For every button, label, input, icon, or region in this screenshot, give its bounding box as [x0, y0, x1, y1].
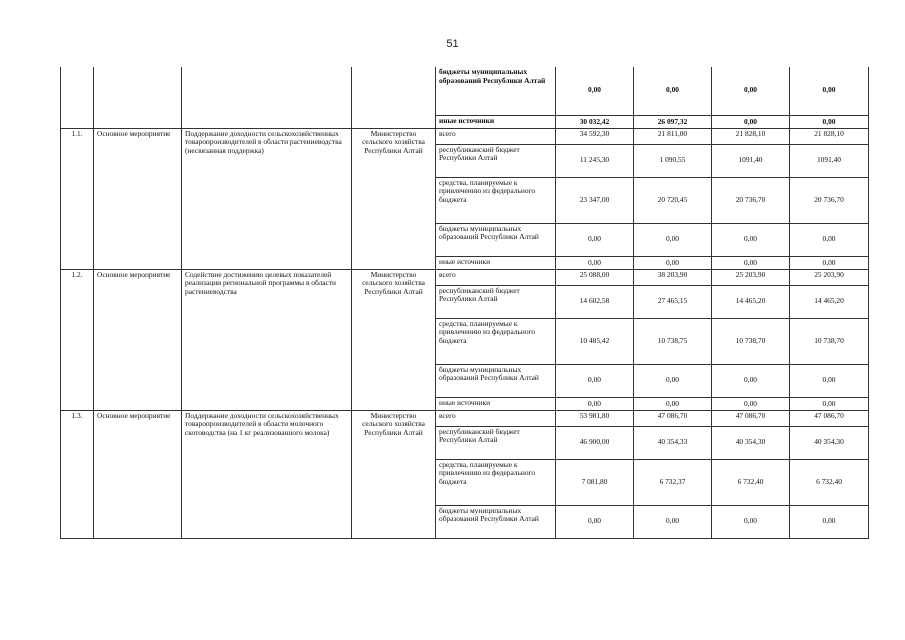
- cell-source: средства, планируемые к привлечению из федерального бюджета: [436, 318, 556, 364]
- cell-value: 53 981,80: [556, 410, 634, 426]
- cell-value: 21 828,10: [790, 128, 869, 144]
- cell-value: 10 485,42: [556, 318, 634, 364]
- measure-type: Основное мероприятие: [94, 269, 182, 410]
- cell-value: 0,00: [790, 67, 869, 115]
- cell-value: 0,00: [556, 256, 634, 269]
- cell-value: 34 592,30: [556, 128, 634, 144]
- cell-value: 47 086,70: [634, 410, 712, 426]
- cell-source: средства, планируемые к привлечению из федерального бюджета: [436, 177, 556, 223]
- cell-value: 0,00: [556, 364, 634, 397]
- cell-source: иные источники: [436, 256, 556, 269]
- cell-num: [61, 67, 94, 128]
- cell-source: иные источники: [436, 115, 556, 128]
- cell-value: 25 203,90: [790, 269, 869, 285]
- cell-value: 6 732,37: [634, 459, 712, 505]
- table-row: [61, 269, 869, 285]
- cell-value: 0,00: [790, 115, 869, 128]
- cell-value: 14 465,20: [790, 285, 869, 318]
- cell-source: республиканский бюджет Республики Алтай: [436, 285, 556, 318]
- measure-number: 1.3.: [61, 410, 94, 538]
- measure-type: Основное мероприятие: [94, 410, 182, 538]
- cell-value: 25 203,90: [712, 269, 790, 285]
- cell-value: 40 354,30: [790, 426, 869, 459]
- cell-value: 0,00: [556, 223, 634, 256]
- cell-value: 0,00: [712, 505, 790, 538]
- cell-value: 0,00: [634, 256, 712, 269]
- cell-value: 0,00: [712, 397, 790, 410]
- cell-source: всего: [436, 128, 556, 144]
- cell-value: 38 203,90: [634, 269, 712, 285]
- measure-executor: Министерство сельского хозяйства Республики Алтай: [352, 128, 436, 269]
- cell-value: 0,00: [634, 397, 712, 410]
- cell-value: 0,00: [790, 505, 869, 538]
- table-row: [61, 410, 869, 426]
- table-row: [61, 128, 869, 144]
- cell-value: 0,00: [790, 223, 869, 256]
- cell-value: 0,00: [634, 223, 712, 256]
- cell-source: республиканский бюджет Республики Алтай: [436, 426, 556, 459]
- cell-value: 21 811,00: [634, 128, 712, 144]
- page-number: 51: [446, 38, 459, 50]
- cell-source: средства, планируемые к привлечению из федерального бюджета: [436, 459, 556, 505]
- cell-value: 20 720,45: [634, 177, 712, 223]
- cell-source: бюджеты муниципальных образований Республики Алтай: [436, 223, 556, 256]
- cell-value: 0,00: [556, 397, 634, 410]
- cell-value: 1 090,55: [634, 144, 712, 177]
- cell-value: 0,00: [556, 505, 634, 538]
- cell-value: 0,00: [790, 397, 869, 410]
- cell-value: 0,00: [556, 67, 634, 115]
- cell-value: 0,00: [634, 505, 712, 538]
- cell-name: [182, 67, 352, 128]
- cell-value: 23 347,00: [556, 177, 634, 223]
- cell-value: 20 736,70: [790, 177, 869, 223]
- financing-table: [60, 67, 869, 539]
- cell-value: 0,00: [712, 364, 790, 397]
- cell-value: 14 465,20: [712, 285, 790, 318]
- cell-value: 0,00: [790, 364, 869, 397]
- cell-value: 40 354,30: [712, 426, 790, 459]
- cell-value: 26 097,32: [634, 115, 712, 128]
- cell-executor: [352, 67, 436, 128]
- cell-value: 0,00: [712, 115, 790, 128]
- cell-value: 20 736,70: [712, 177, 790, 223]
- cell-value: 6 732,40: [712, 459, 790, 505]
- measure-number: 1.1.: [61, 128, 94, 269]
- cell-value: 1091,40: [712, 144, 790, 177]
- cell-source: всего: [436, 410, 556, 426]
- cell-value: 1091,40: [790, 144, 869, 177]
- cell-source: всего: [436, 269, 556, 285]
- cell-value: 25 088,00: [556, 269, 634, 285]
- cell-value: 21 828,10: [712, 128, 790, 144]
- cell-value: 10 738,75: [634, 318, 712, 364]
- cell-value: 0,00: [712, 223, 790, 256]
- cell-value: 27 465,15: [634, 285, 712, 318]
- cell-value: 0,00: [634, 364, 712, 397]
- cell-value: 47 086,70: [790, 410, 869, 426]
- measure-name: Поддержание доходности сельскохозяйственных товаропроизводителей в области молочного скотоводства (на 1 кг реализованного молока): [182, 410, 352, 538]
- cell-source: бюджеты муниципальных образований Республики Алтай: [436, 67, 556, 115]
- cell-value: 10 738,70: [790, 318, 869, 364]
- measure-executor: Министерство сельского хозяйства Республики Алтай: [352, 269, 436, 410]
- cell-value: 7 081,80: [556, 459, 634, 505]
- cell-value: 0,00: [790, 256, 869, 269]
- cell-value: 11 245,30: [556, 144, 634, 177]
- cell-source: иные источники: [436, 397, 556, 410]
- cell-value: 46 900,00: [556, 426, 634, 459]
- cell-type: [94, 67, 182, 128]
- measure-name: Содействие достижению целевых показателей реализации региональной программы в области растениеводства: [182, 269, 352, 410]
- cell-source: республиканский бюджет Республики Алтай: [436, 144, 556, 177]
- cell-source: бюджеты муниципальных образований Республики Алтай: [436, 364, 556, 397]
- measure-type: Основное мероприятие: [94, 128, 182, 269]
- cell-value: 14 602,58: [556, 285, 634, 318]
- measure-number: 1.2.: [61, 269, 94, 410]
- cell-value: 40 354,33: [634, 426, 712, 459]
- cell-value: 47 086,70: [712, 410, 790, 426]
- cell-source: бюджеты муниципальных образований Республики Алтай: [436, 505, 556, 538]
- cell-value: 10 738,70: [712, 318, 790, 364]
- table-row: [61, 67, 869, 115]
- cell-value: 30 032,42: [556, 115, 634, 128]
- measure-name: Поддержание доходности сельскохозяйственных товаропроизводителей в области растениеводства (несвязанная поддержка): [182, 128, 352, 269]
- cell-value: 0,00: [712, 67, 790, 115]
- measure-executor: Министерство сельского хозяйства Республики Алтай: [352, 410, 436, 538]
- cell-value: 6 732,40: [790, 459, 869, 505]
- cell-value: 0,00: [634, 67, 712, 115]
- cell-value: 0,00: [712, 256, 790, 269]
